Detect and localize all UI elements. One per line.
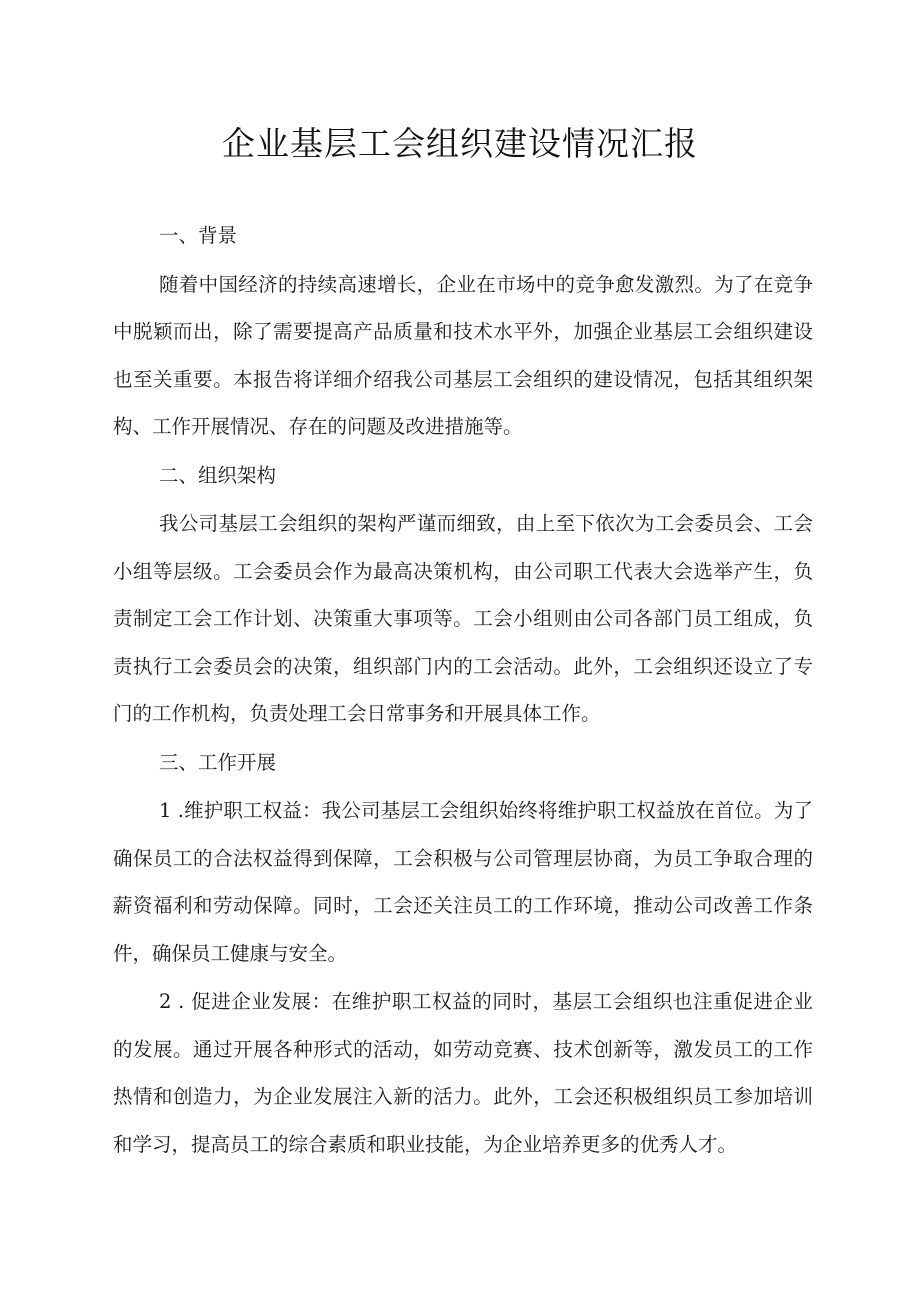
paragraph: 2 . 促进企业发展：在维护职工权益的同时，基层工会组织也注重促进企业的发展。通过开展各种形式的活动，如劳动竞赛、技术创新等，激发员工的工作热情和创造力，为企业发展注入新的活力。此外，工会还积极组织员工参加培训和学习，提高员工的综合素质和职业技能，为企业培养更多的优秀人才。 <box>113 990 813 1156</box>
section-background <box>113 212 813 451</box>
document-title: 企业基层工会组织建设情况汇报 <box>222 124 698 163</box>
paragraph: 我公司基层工会组织的架构严谨而细致，由上至下依次为工会委员会、工会小组等层级。工会委员会作为最高决策机构，由公司职工代表大会选举产生，负责制定工会工作计划、决策重大事项等。工会小组则由公司各部门员工组成，负责执行工会委员会的决策，组织部门内的工会活动。此外，工会组织还设立了专门的工作机构，负责处理工会日常事务和开展具体工作。 <box>113 512 813 725</box>
section-heading: 三、工作开展 <box>159 750 277 774</box>
paragraph: 随着中国经济的持续高速增长，企业在市场中的竞争愈发激烈。为了在竞争中脱颖而出，除了需要提高产品质量和技术水平外，加强企业基层工会组织建设也至关重要。本报告将详细介绍我公司基层工会组织的建设情况，包括其组织架构、工作开展情况、存在的问题及改进措施等。 <box>113 272 813 438</box>
section-heading: 二、组织架构 <box>159 463 277 487</box>
section-heading: 一、背景 <box>159 224 238 247</box>
document-body <box>113 212 813 1169</box>
section-organization <box>113 452 813 738</box>
section-work <box>113 739 813 1169</box>
paragraph: 1 .维护职工权益：我公司基层工会组织始终将维护职工权益放在首位。为了确保员工的合法权益得到保障，工会积极与公司管理层协商，为员工争取合理的薪资福利和劳动保障。同时，工会还关注员工的工作环境，推动公司改善工作条件，确保员工健康与安全。 <box>113 799 813 965</box>
